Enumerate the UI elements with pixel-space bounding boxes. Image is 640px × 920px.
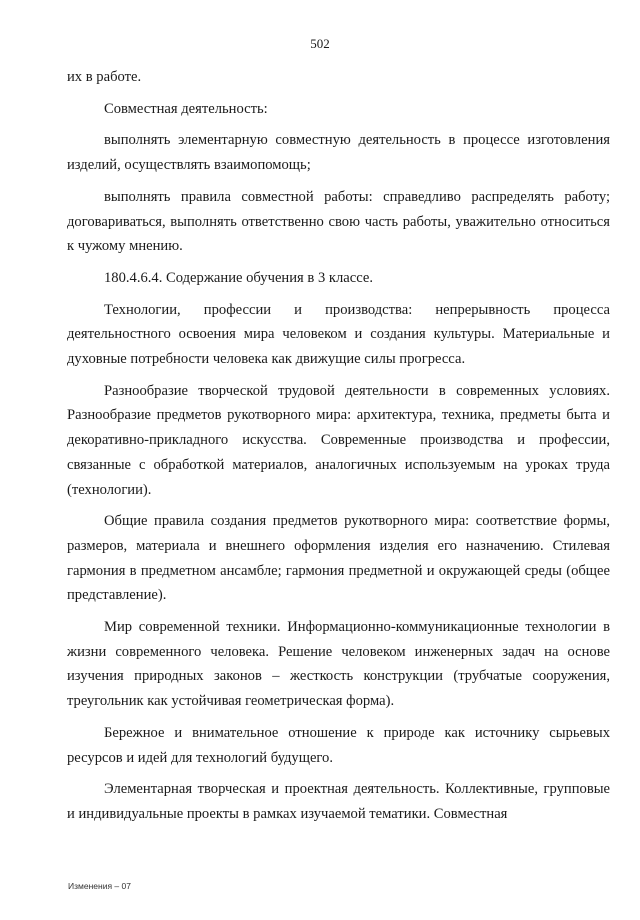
paragraph: Элементарная творческая и проектная деятельность. Коллективные, групповые и индивидуальные проекты в рамках изучаемой тематики. Совместная [67,781,610,822]
paragraph: Технологии, профессии и производства: непрерывность процесса деятельностного освоения мира человеком и создания культуры. Материальные и духовные потребности человека как движущие силы прогресса. [67,301,610,368]
paragraph: выполнять элементарную совместную деятельность в процессе изготовления изделий, осуществлять взаимопомощь; [67,132,610,174]
paragraph: выполнять правила совместной работы: справедливо распределять работу; договариваться, выполнять ответственно свою часть работы, уважительно относиться к чужому мнению. [67,188,610,255]
document-body [67,65,610,827]
paragraph: Разнообразие творческой трудовой деятельности в современных условиях. Разнообразие предметов рукотворного мира: архитектура, техника, предметы быта и декоративно-прикладного искусства. Современные производства и профессии, связанные с обработкой материалов, аналогичных используемым на уроках труда (технологии). [67,382,610,498]
page-number: 502 [310,36,330,51]
paragraph: Мир современной техники. Информационно-коммуникационные технологии в жизни современного человека. Решение человеком инженерных задач на основе изучения природных законов – жесткость конструкции (трубчатые сооружения, треугольник как устойчивая геометрическая форма). [67,619,610,710]
paragraph: Общие правила создания предметов рукотворного мира: соответствие формы, размеров, материала и внешнего оформления изделия его назначению. Стилевая гармония в предметном ансамбле; гармония предметной и окружающей среды (общее представление). [67,513,610,604]
paragraph-continuation: их в работе. [67,69,142,85]
section-heading: 180.4.6.4. Содержание обучения в 3 классе. [104,269,373,286]
paragraph: Бережное и внимательное отношение к природе как источнику сырьевых ресурсов и идей для технологий будущего. [67,724,610,766]
paragraph-heading-joint-activity: Совместная деятельность: [104,100,268,117]
footer-revision-note: Изменения – 07 [68,881,131,891]
